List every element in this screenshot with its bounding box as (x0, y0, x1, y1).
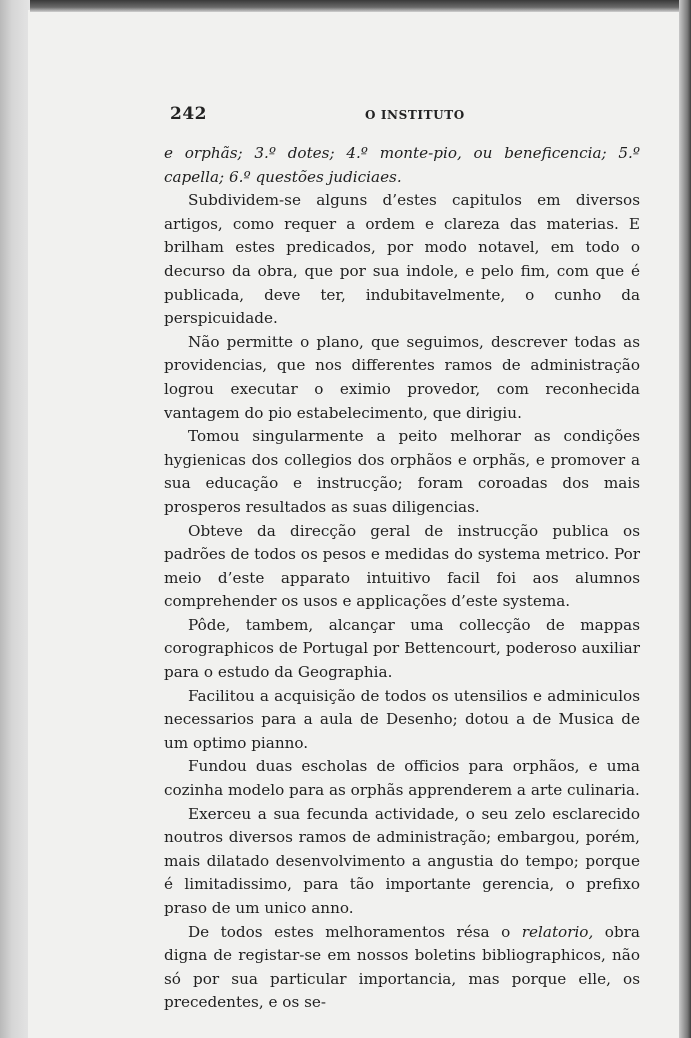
paragraph (164, 685, 640, 756)
text-segment: obra digna de registar-se em nossos boletins bibliographicos, não só por sua particular importancia, mas porque elle, os precedentes, e os se- (164, 922, 640, 1012)
text-segment: De todos estes melhoramentos résa o (188, 922, 522, 941)
page-number: 242 (170, 104, 207, 124)
text-segment: Pôde, tambem, alcançar uma collecção de mappas corographicos de Portugal por Bettencourt, poderoso auxiliar para o estudo da Geographia. (164, 615, 640, 682)
text-segment: Obteve da direcção geral de instrucção publica os padrões de todos os pesos e medidas do systema metrico. Por meio d’este apparato intuitivo facil foi aos alumnos comprehender os usos e applicações d’este systema. (164, 521, 640, 611)
body-text (164, 142, 640, 1015)
text-segment: Fundou duas escholas de officios para orphãos, e uma cozinha modelo para as orphãs apprenderem a arte culinaria. (164, 757, 640, 800)
italic-text: relatorio, (521, 922, 594, 941)
text-segment: Tomou singularmente a peito melhorar as condições hygienicas dos collegios dos orphãos e orphãs, e promover a sua educação e instrucção; foram coroadas dos mais prosperos resultados as suas diligencias. (164, 427, 640, 516)
running-title: O INSTITUTO (365, 108, 465, 122)
paragraph (164, 425, 640, 519)
page-header (170, 104, 640, 130)
paragraph (164, 755, 640, 802)
text-segment: Facilitou a acquisição de todos os utensilios e adminiculos necessarios para a aula de Desenho; dotou a de Musica de um optimo pianno. (164, 686, 640, 752)
page-binding-edge (0, 0, 30, 1038)
text-segment: Não permitte o plano, que seguimos, descrever todas as providencias, que nos differentes ramos de administração logrou executar o eximio provedor, com reconhecida vantagem do pio estabelecimento, que dirigiu. (164, 332, 640, 422)
italic-text: e orphãs; 3.º dotes; 4.º monte-pio, ou beneficencia; 5.º capella; 6.º questões judiciaes. (164, 144, 640, 186)
top-shadow (30, 0, 691, 12)
paragraph (164, 803, 640, 921)
text-segment: Exerceu a sua fecunda actividade, o seu zelo esclarecido noutros diversos ramos de administração; embargou, porém, mais dilatado desenvolvimento a angustia do tempo; porque é limitadissimo, para tão importante gerencia, o prefixo praso de um unico anno. (164, 804, 640, 917)
paragraph (164, 520, 640, 614)
paragraph (164, 614, 640, 685)
paragraph (164, 921, 640, 1015)
paragraph (164, 142, 640, 189)
paragraph (164, 189, 640, 331)
paragraph (164, 331, 640, 425)
text-segment: Subdividem-se alguns d’estes capitulos em diversos artigos, como requer a ordem e clareza das materias. E brilham estes predicados, por modo notavel, em todo o decurso da obra, que por sua indole, e pelo fim, com que é publicada, deve ter, indubitavelmente, o cunho da perspicuidade. (164, 191, 640, 328)
right-shadow (679, 0, 691, 1038)
